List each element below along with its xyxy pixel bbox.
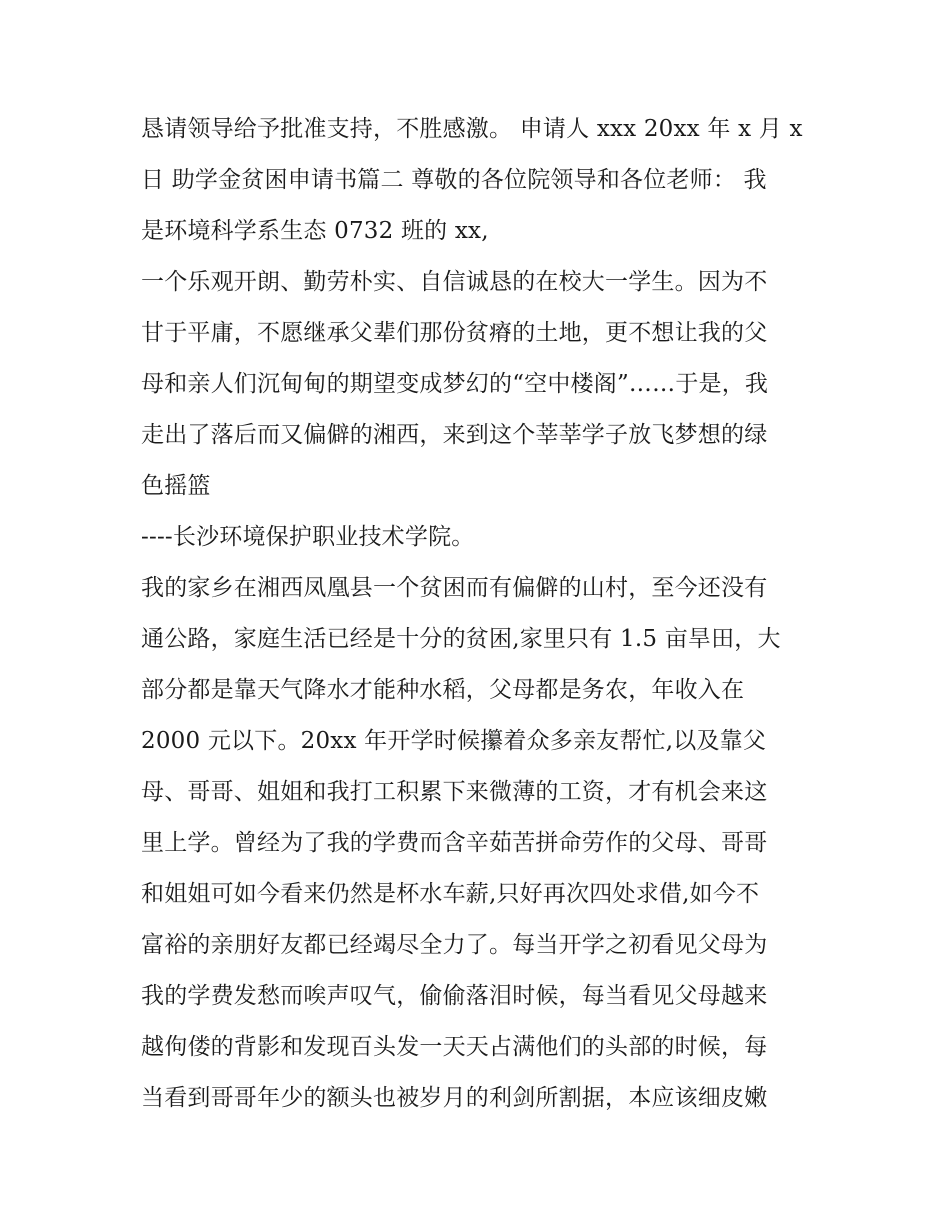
text-line: 当看到哥哥年少的额头也被岁月的利剑所割据，本应该细皮嫩 (141, 1085, 768, 1111)
text-line: 我的家乡在湘西凤凰县一个贫困而有偏僻的山村，至今还没有 (141, 575, 768, 601)
text-line: 通公路，家庭生活已经是十分的贫困,家里只有 1.5 亩旱田，大 (141, 626, 781, 652)
text-line: 日 助学金贫困申请书篇二 尊敬的各位院领导和各位老师： 我 (141, 167, 767, 193)
text-line: 2000 元以下。20xx 年开学时候攥着众多亲友帮忙,以及靠父 (141, 728, 767, 754)
text-line: 我的学费发愁而唉声叹气，偷偷落泪时候，每当看见父母越来 (141, 983, 768, 1009)
text-line: 是环境科学系生态 0732 班的 xx, (141, 218, 489, 244)
text-line: 富裕的亲朋好友都已经竭尽全力了。每当开学之初看见父母为 (141, 932, 768, 958)
text-line: 部分都是靠天气降水才能种水稻，父母都是务农，年收入在 (141, 677, 745, 703)
text-line: 甘于平庸，不愿继承父辈们那份贫瘠的土地，更不想让我的父 (141, 320, 768, 346)
text-line: 一个乐观开朗、勤劳朴实、自信诚恳的在校大一学生。因为不 (141, 269, 768, 295)
text-line: 走出了落后而又偏僻的湘西，来到这个莘莘学子放飞梦想的绿 (141, 422, 768, 448)
text-line: 色摇篮 (141, 473, 211, 499)
document-body (141, 104, 831, 1124)
text-line: 里上学。曾经为了我的学费而含辛茹苦拼命劳作的父母、哥哥 (141, 830, 768, 856)
text-line: 母和亲人们沉甸甸的期望变成梦幻的“空中楼阁”……于是，我 (141, 371, 769, 397)
text-line: 恳请领导给予批准支持，不胜感激。 申请人 xxx 20xx 年 x 月 x (141, 116, 803, 142)
text-line: 和姐姐可如今看来仍然是杯水车薪,只好再次四处求借,如今不 (141, 881, 760, 907)
text-line: ----长沙环境保护职业技术学院。 (141, 524, 475, 550)
text-line: 越佝偻的背影和发现百头发一天天占满他们的头部的时候，每 (141, 1034, 768, 1060)
text-line: 母、哥哥、姐姐和我打工积累下来微薄的工资，才有机会来这 (141, 779, 768, 805)
